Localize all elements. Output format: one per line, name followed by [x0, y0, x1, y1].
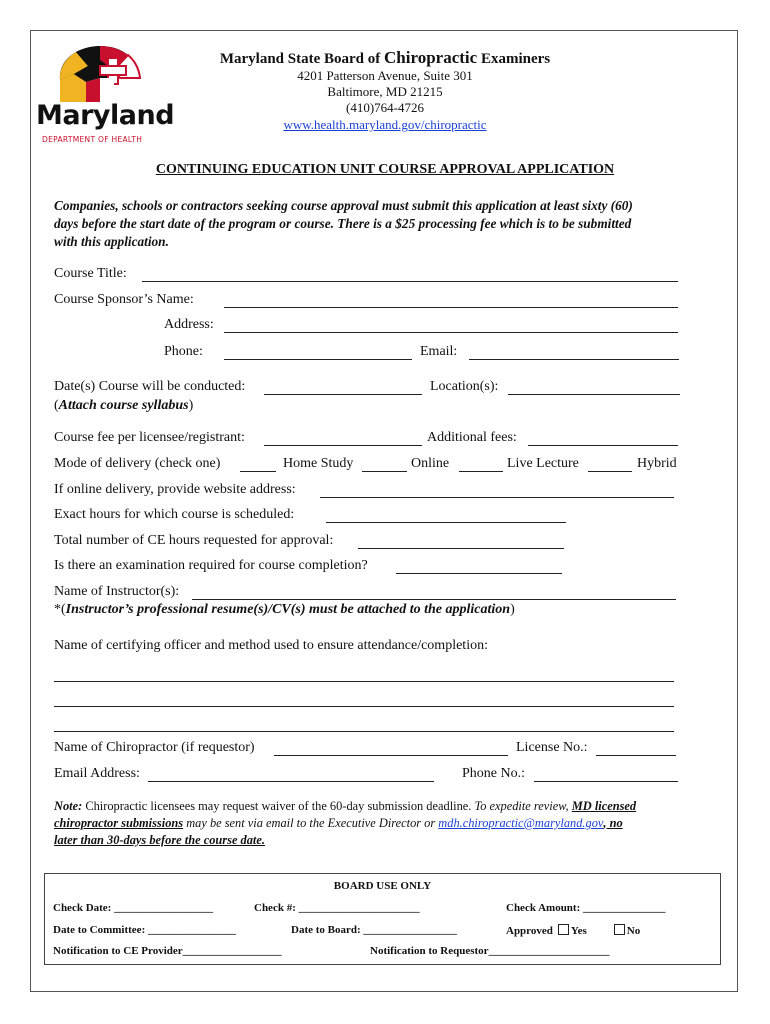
- email-address-input[interactable]: [148, 768, 434, 782]
- note-label: Note:: [54, 799, 83, 813]
- certifying-label: Name of certifying officer and method used to ensure attendance/completion:: [54, 638, 488, 653]
- note-email-link[interactable]: mdh.chiropractic@maryland.gov: [438, 816, 604, 830]
- sponsor-name-label: Course Sponsor’s Name:: [54, 292, 194, 307]
- board-name: [160, 48, 610, 68]
- phone-label: Phone:: [164, 344, 203, 359]
- certifying-line-1[interactable]: [54, 668, 674, 682]
- maryland-logo: [34, 44, 175, 144]
- phone-input[interactable]: [224, 346, 412, 360]
- instructor-input[interactable]: [192, 586, 676, 600]
- ce-hours-input[interactable]: [358, 535, 564, 549]
- course-title-label: Course Title:: [54, 266, 127, 281]
- mode-live-blank[interactable]: [459, 458, 503, 472]
- syllabus-open: (: [54, 398, 59, 413]
- board-address-2: Baltimore, MD 21215: [327, 84, 443, 99]
- date-board-field[interactable]: Date to Board: _________________: [291, 924, 457, 936]
- syllabus-note: [54, 398, 193, 414]
- approved-no-checkbox[interactable]: [614, 924, 625, 935]
- mode-online-label: Online: [411, 456, 450, 471]
- board-phone: (410)764-4726: [346, 100, 424, 115]
- note-chiro-submissions: chiropractor submissions: [54, 816, 184, 830]
- certifying-line-3[interactable]: [54, 718, 674, 732]
- locations-label: Location(s):: [430, 379, 499, 394]
- mode-home-label: Home Study: [283, 456, 354, 471]
- mode-label: Mode of delivery (check one): [54, 456, 221, 471]
- board-name-chiropractic: Chiropractic: [384, 48, 478, 67]
- additional-fees-input[interactable]: [528, 432, 678, 446]
- form-title: CONTINUING EDUCATION UNIT COURSE APPROVAL APPLICATION: [155, 162, 615, 177]
- email-address-label: Email Address:: [54, 766, 140, 781]
- syllabus-text: Attach course syllabus: [58, 398, 189, 413]
- sponsor-name-input[interactable]: [224, 294, 678, 308]
- mode-hybrid-label: Hybrid: [637, 456, 677, 471]
- mode-live-label: Live Lecture: [507, 456, 579, 471]
- mode-home-blank[interactable]: [240, 458, 276, 472]
- hours-label: Exact hours for which course is scheduled:: [54, 507, 295, 522]
- additional-fees-label: Additional fees:: [427, 430, 517, 445]
- mode-online-blank[interactable]: [362, 458, 407, 472]
- date-committee-field[interactable]: Date to Committee: ________________: [53, 924, 236, 936]
- board-address-1: 4201 Patterson Avenue, Suite 301: [297, 68, 473, 83]
- approved-no-label: No: [626, 925, 641, 937]
- note-text-1: Chiropractic licensees may request waiver of the 60-day submission deadline.: [82, 799, 475, 813]
- instructor-note-text: Instructor’s professional resume(s)/CV(s) must be attached to the application: [65, 602, 511, 617]
- address-input[interactable]: [224, 319, 678, 333]
- syllabus-close: ): [188, 398, 194, 413]
- website-input[interactable]: [320, 484, 674, 498]
- mode-hybrid-blank[interactable]: [588, 458, 632, 472]
- check-date-field[interactable]: Check Date: __________________: [53, 902, 214, 914]
- instructor-label: Name of Instructor(s):: [54, 584, 180, 599]
- website-label: If online delivery, provide website address:: [54, 482, 296, 497]
- course-title-input[interactable]: [142, 268, 678, 282]
- phone-no-input[interactable]: [534, 768, 678, 782]
- note-no: no: [606, 816, 623, 830]
- chiro-name-label: Name of Chiropractor (if requestor): [54, 740, 255, 755]
- note-md-licensed: MD licensed: [571, 799, 637, 813]
- course-fee-input[interactable]: [264, 432, 422, 446]
- notification-ce-field[interactable]: Notification to CE Provider__________________: [53, 945, 282, 957]
- instructor-note: [54, 602, 515, 618]
- phone-no-label: Phone No.:: [462, 766, 525, 781]
- exam-label: Is there an examination required for course completion?: [54, 558, 368, 573]
- logo-department: DEPARTMENT OF HEALTH: [42, 135, 143, 144]
- intro-line-1: Companies, schools or contractors seeking course approval must submit this application at least sixty (60): [54, 198, 633, 213]
- logo-wordmark: Maryland: [36, 100, 175, 131]
- check-amount-field[interactable]: Check Amount: _______________: [506, 902, 666, 914]
- notification-requestor-field[interactable]: Notification to Requestor______________________: [370, 945, 610, 957]
- note-line-1: [54, 799, 636, 814]
- note-line-3: later than 30-days before the course date.: [54, 833, 265, 847]
- certifying-line-2[interactable]: [54, 693, 674, 707]
- dates-input[interactable]: [264, 381, 422, 395]
- note-text-3: may be sent via email to the Executive Director or: [183, 816, 439, 830]
- ce-hours-label: Total number of CE hours requested for approval:: [54, 533, 334, 548]
- board-website-link[interactable]: www.health.maryland.gov/chiropractic: [283, 117, 487, 132]
- intro-line-3: with this application.: [54, 234, 169, 249]
- board-use-box: [44, 873, 721, 965]
- course-fee-label: Course fee per licensee/registrant:: [54, 430, 245, 445]
- note-line-2: [54, 816, 623, 831]
- approved-yes-label: Yes: [570, 925, 587, 937]
- instructor-note-open: *(: [54, 602, 66, 617]
- note-comma: ,: [603, 816, 607, 830]
- approved-group: [506, 924, 640, 937]
- maryland-flag-icon: [34, 44, 164, 106]
- board-use-title: BOARD USE ONLY: [333, 880, 432, 892]
- exam-input[interactable]: [396, 560, 562, 574]
- board-name-prefix: Maryland State Board of: [219, 51, 385, 67]
- check-number-field[interactable]: Check #: ______________________: [254, 902, 420, 914]
- instructor-note-close: ): [510, 602, 515, 617]
- approved-label: Approved: [506, 925, 553, 937]
- chiro-name-input[interactable]: [274, 742, 508, 756]
- hours-input[interactable]: [326, 509, 566, 523]
- note-text-2: To expedite review,: [474, 799, 572, 813]
- license-label: License No.:: [516, 740, 588, 755]
- locations-input[interactable]: [508, 381, 680, 395]
- email-input[interactable]: [469, 346, 679, 360]
- dates-label: Date(s) Course will be conducted:: [54, 379, 246, 394]
- board-name-suffix: Examiners: [477, 51, 551, 67]
- email-label: Email:: [420, 344, 458, 359]
- address-label: Address:: [164, 317, 214, 332]
- license-input[interactable]: [596, 742, 676, 756]
- intro-line-2: days before the start date of the program or course. There is a $25 processing fee which is to be submitted: [54, 216, 632, 231]
- approved-yes-checkbox[interactable]: [558, 924, 569, 935]
